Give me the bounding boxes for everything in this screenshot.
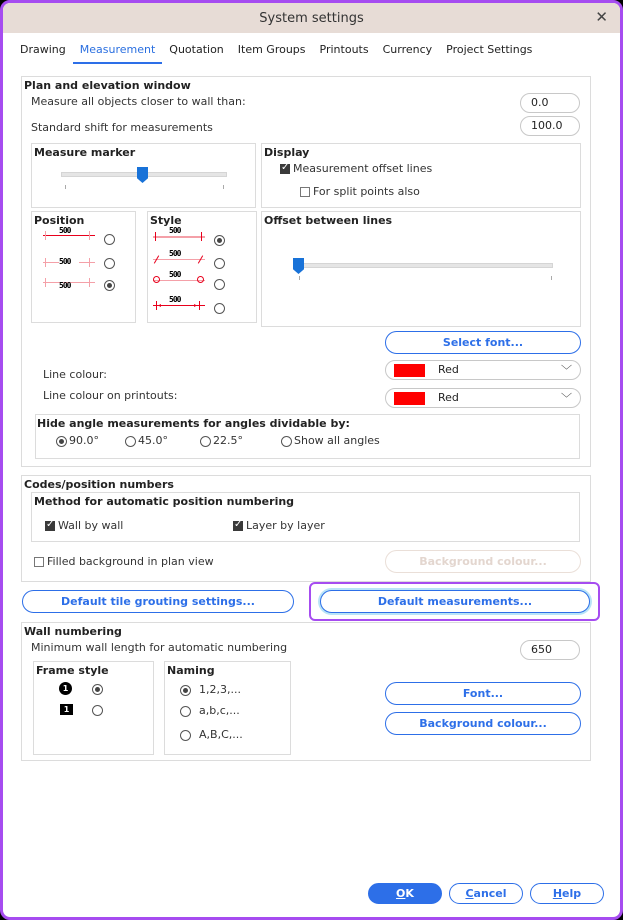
line-colour-swatch [394,364,425,377]
line-colour-printouts-label: Line colour on printouts: [43,389,178,402]
frame-radio-square[interactable] [92,705,103,716]
style-radio-arrow[interactable] [214,303,225,314]
cancel-accel: C [465,887,474,900]
style-radio-slash[interactable] [214,258,225,269]
offset-slider-track[interactable] [299,263,553,268]
tab-project-settings[interactable]: Project Settings [446,43,533,56]
angle-label-90: 90.0° [69,434,99,447]
naming-radio-lower[interactable] [180,706,191,717]
style-radio-circle[interactable] [214,279,225,290]
help-accel: H [552,887,563,900]
wall-numbering-title: Wall numbering [24,625,122,638]
line-colour-value: Red [438,363,459,376]
style-radio-tick[interactable] [214,235,225,246]
display-title: Display [264,146,310,159]
angle-label-show-all: Show all angles [294,434,380,447]
split-points-label: For split points also [313,185,420,198]
line-colour-printouts-select[interactable] [385,388,581,408]
tab-printouts[interactable]: Printouts [319,43,369,56]
chevron-down-icon: ﹀ [561,364,572,377]
offset-between-lines-title: Offset between lines [264,214,393,227]
closer-to-wall-label: Measure all objects closer to wall than: [31,95,246,108]
filled-background-label: Filled background in plan view [47,555,214,568]
style-marker-tick-icon: 500 [153,229,205,243]
position-radio-above[interactable] [104,234,115,245]
standard-shift-label: Standard shift for measurements [31,121,213,134]
closer-to-wall-input[interactable]: 0.0 [520,93,580,113]
position-radio-inline[interactable] [104,258,115,269]
angle-radio-22-5[interactable] [200,436,211,447]
layer-by-layer-label: Layer by layer [246,519,325,532]
frame-style-title: Frame style [36,664,109,677]
min-wall-length-input[interactable]: 650 [520,640,580,660]
help-rest: elp [562,887,582,900]
help-button[interactable] [530,883,604,904]
position-marker-above-icon: 500 [43,228,95,242]
offset-lines-checkbox[interactable] [280,164,290,174]
codes-background-colour-button[interactable]: Background colour... [385,550,581,573]
frame-square-icon: 1 [60,704,73,715]
tab-drawing[interactable]: Drawing [20,43,66,56]
hide-angle-title: Hide angle measurements for angles dividable by: [37,417,350,430]
naming-label-numeric: 1,2,3,... [199,683,241,696]
tab-bar [13,39,539,63]
frame-circle-icon: 1 [59,682,72,695]
position-marker-below-icon: 500 [43,275,95,289]
dialog-title: System settings [259,10,364,26]
position-marker-inline-icon: 500 [43,255,95,269]
layer-by-layer-checkbox[interactable] [233,521,243,531]
plan-elevation-title: Plan and elevation window [24,79,191,92]
angle-radio-90[interactable] [56,436,67,447]
angle-label-22-5: 22.5° [213,434,243,447]
filled-background-checkbox[interactable] [34,557,44,567]
default-measurements-button[interactable]: Default measurements... [320,590,590,613]
select-font-button[interactable]: Select font... [385,331,581,354]
tab-measurement[interactable]: Measurement [73,39,163,63]
angle-radio-show-all[interactable] [281,436,292,447]
position-title: Position [34,214,85,227]
frame-radio-circle[interactable] [92,684,103,695]
ok-button[interactable] [368,883,442,904]
default-tile-grouting-button[interactable]: Default tile grouting settings... [22,590,294,613]
tab-item-groups[interactable]: Item Groups [237,43,306,56]
ok-accel: O [396,887,406,900]
line-colour-label: Line colour: [43,368,107,381]
standard-shift-input[interactable]: 100.0 [520,116,580,136]
style-title: Style [150,214,182,227]
wall-background-colour-button[interactable]: Background colour... [385,712,581,735]
style-marker-arrow-icon: ◂ ▸ 500 [153,298,205,312]
naming-label-upper: A,B,C,... [199,728,243,741]
line-colour-printouts-value: Red [438,391,459,404]
wall-by-wall-label: Wall by wall [58,519,124,532]
measure-marker-title: Measure marker [34,146,136,159]
style-marker-circle-icon: 500 [153,273,205,287]
line-colour-select[interactable] [385,360,581,380]
naming-label-lower: a,b,c,... [199,704,240,717]
naming-radio-numeric[interactable] [180,685,191,696]
slider-tick-max [223,185,224,189]
wall-font-button[interactable]: Font... [385,682,581,705]
split-points-checkbox[interactable] [300,187,310,197]
offset-between-lines-group [261,211,581,327]
naming-radio-upper[interactable] [180,730,191,741]
tab-currency[interactable]: Currency [382,43,433,56]
offset-lines-label: Measurement offset lines [293,162,433,175]
angle-radio-45[interactable] [125,436,136,447]
cancel-rest: ancel [473,887,507,900]
naming-title: Naming [167,664,215,677]
angle-label-45: 45.0° [138,434,168,447]
offset-slider-tick-max [551,276,552,280]
close-icon[interactable]: ✕ [595,8,608,26]
slider-tick-min [65,185,66,189]
title-bar[interactable] [3,3,620,33]
min-wall-length-label: Minimum wall length for automatic numbering [31,641,288,654]
ok-rest: K [405,887,414,900]
tab-quotation[interactable]: Quotation [169,43,224,56]
position-radio-below[interactable] [104,280,115,291]
style-marker-slash-icon: 500 [153,252,205,266]
chevron-down-icon: ﹀ [561,392,572,405]
line-colour-printouts-swatch [394,392,425,405]
method-title: Method for automatic position numbering [34,495,295,508]
wall-by-wall-checkbox[interactable] [45,521,55,531]
codes-title: Codes/position numbers [24,478,174,491]
cancel-button[interactable] [449,883,523,904]
offset-slider-tick-min [299,276,300,280]
